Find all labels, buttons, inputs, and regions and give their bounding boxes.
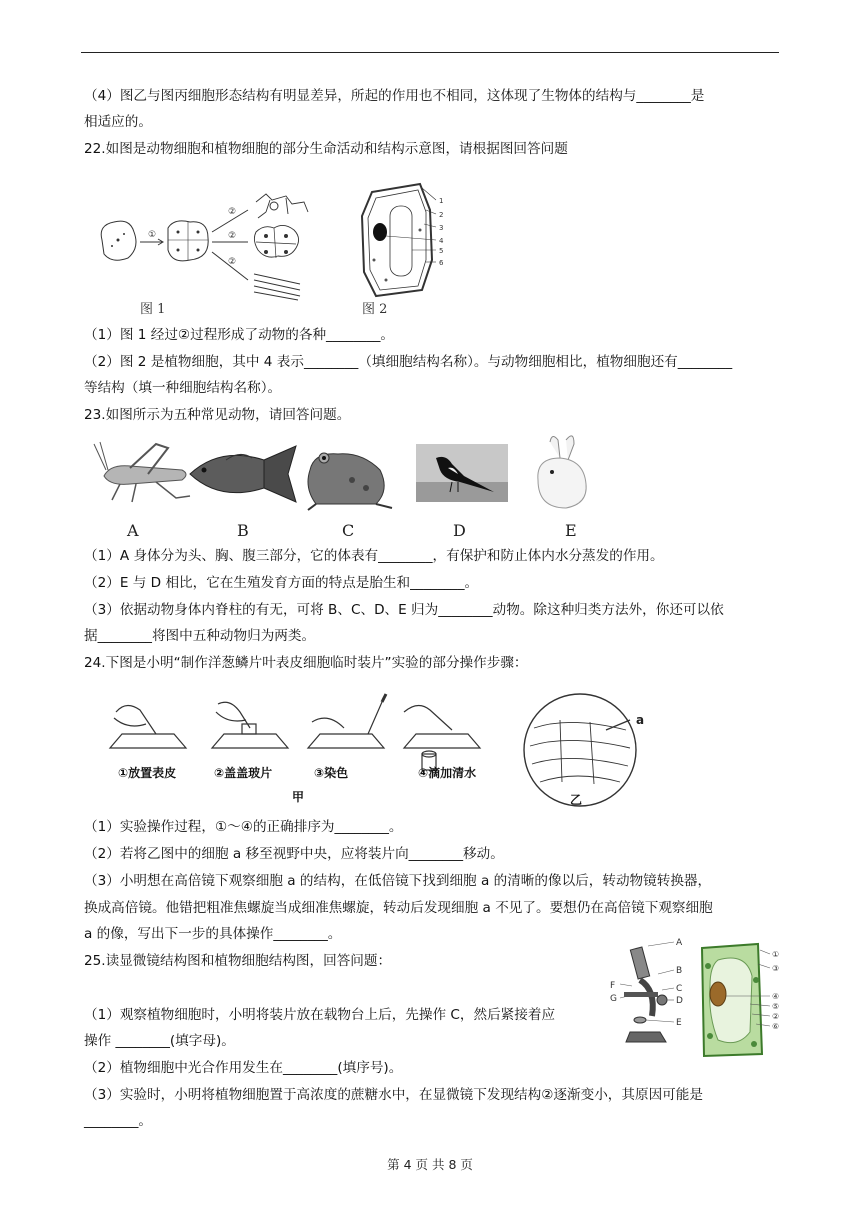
fig2-plant-cell	[362, 184, 444, 296]
grasshopper-image	[94, 442, 190, 502]
fig2-num-5: 5	[439, 247, 444, 255]
step-1-label: ①	[148, 230, 157, 240]
cell-label-3: ③	[772, 964, 780, 973]
microscope-label-c: C	[676, 984, 683, 994]
cell-label-1: ①	[772, 950, 780, 959]
animal-label-c: C	[342, 521, 355, 540]
header-rule	[81, 52, 779, 53]
microscope-label-g: G	[610, 994, 617, 1004]
fig1-caption: 图 1	[140, 302, 166, 317]
q21-4-line2: 相适应的。	[84, 114, 152, 130]
plant-cell-diagram	[702, 944, 779, 1056]
q25-1: （1）观察植物细胞时，小明将装片放在载物台上后，先操作 C，然后紧接着应	[84, 1007, 556, 1023]
q22-title: 22.如图是动物细胞和植物细胞的部分生命活动和结构示意图，请根据图回答问题	[84, 141, 568, 157]
q23-3b: 据________将图中五种动物归为两类。	[84, 628, 316, 644]
cell-a-label: a	[636, 713, 645, 727]
cell-label-5: ⑤	[772, 1002, 780, 1011]
fig2-caption: 图 2	[362, 302, 388, 317]
rabbit-image	[538, 436, 586, 508]
q24-3b: 换成高倍镜。他错把粗准焦螺旋当成细准焦螺旋，转动后发现细胞 a 不见了。要想仍在高倍镜下观察细胞	[84, 900, 713, 916]
fig2-num-4: 4	[439, 237, 444, 245]
page-footer: 第 4 页 共 8 页	[387, 1157, 473, 1172]
q24-title: 24.下图是小明“制作洋葱鳞片叶表皮细胞临时装片”实验的部分操作步骤：	[84, 655, 528, 671]
q25-title: 25.读显微镜结构图和植物细胞结构图，回答问题：	[84, 953, 392, 969]
q25-1b: 操作 ________(填字母)。	[84, 1033, 235, 1049]
animal-label-b: B	[237, 521, 249, 540]
step-1-caption: ①放置表皮	[118, 766, 177, 780]
cell-label-6: ⑥	[772, 1022, 780, 1031]
microscope-label-e: E	[676, 1018, 682, 1028]
cell-label-2: ②	[772, 1012, 780, 1021]
q23-2: （2）E 与 D 相比，它在生殖发育方面的特点是胎生和________。	[84, 575, 479, 591]
animal-label-e: E	[565, 521, 577, 540]
cell-label-4: ④	[772, 992, 780, 1001]
fish-image	[190, 446, 296, 502]
fig2-num-6: 6	[439, 259, 444, 267]
q22-1: （1）图 1 经过②过程形成了动物的各种________。	[84, 327, 394, 343]
step-2-caption: ②盖盖玻片	[214, 766, 273, 780]
q24-1: （1）实验操作过程，①～④的正确排序为________。	[84, 819, 403, 835]
hand-1	[116, 705, 156, 734]
q23-1: （1）A 身体分为头、胸、腹三部分，它的体表有________，有保护和防止体内水分蒸发的作用。	[84, 548, 664, 564]
frog-image	[308, 453, 392, 510]
q23-title: 23.如图所示为五种常见动物，请回答问题。	[84, 407, 351, 423]
microscope-label-a: A	[676, 938, 683, 948]
magpie-image	[416, 444, 508, 502]
q25-2: （2）植物细胞中光合作用发生在________(填序号)。	[84, 1060, 403, 1076]
fig2-num-1: 1	[439, 197, 444, 205]
step-2a-label: ②	[228, 207, 237, 217]
q25-3b: ________。	[84, 1113, 152, 1129]
figure-23-animals	[90, 430, 610, 515]
step-4-caption: ④滴加清水	[418, 766, 477, 780]
step-2b-label: ②	[228, 231, 237, 241]
q24-3: （3）小明想在高倍镜下观察细胞 a 的结构，在低倍镜下找到细胞 a 的清晰的像以后，转动物镜转换器，	[84, 873, 712, 889]
animal-label-a: A	[127, 521, 139, 540]
step-2c-label: ②	[228, 257, 237, 267]
figure-22	[90, 180, 490, 315]
step-3-caption: ③染色	[314, 766, 349, 780]
q22-2b: 等结构（填一种细胞结构名称）。	[84, 380, 282, 396]
animal-label-d: D	[453, 521, 466, 540]
group-yi-caption: 乙	[570, 793, 583, 807]
fig2-num-2: 2	[439, 211, 444, 219]
q25-3: （3）实验时，小明将植物细胞置于高浓度的蔗糖水中，在显微镜下发现结构②逐渐变小，其原因可能是	[84, 1087, 703, 1103]
q23-3: （3）依据动物身体内脊柱的有无，可将 B、C、D、E 归为________动物。除这种归类方法外，你还可以依	[84, 602, 724, 618]
q21-4-line1: （4）图乙与图丙细胞形态结构有明显差异，所起的作用也不相同，这体现了生物体的结构与________是	[84, 88, 705, 104]
group-jia-caption: 甲	[292, 790, 305, 804]
microscope-label-f: F	[610, 981, 616, 991]
microscope-diagram	[610, 938, 683, 1042]
q24-3c: a 的像，写出下一步的具体操作________。	[84, 926, 342, 942]
figure-25	[606, 936, 788, 1062]
microscope-label-d: D	[676, 996, 683, 1006]
q24-2: （2）若将乙图中的细胞 a 移至视野中央，应将装片向________移动。	[84, 846, 504, 862]
fig1-diagram	[101, 194, 308, 300]
fig2-num-3: 3	[439, 224, 444, 232]
q22-2: （2）图 2 是植物细胞，其中 4 表示________（填细胞结构名称）。与动物细胞相比，植物细胞还有________	[84, 354, 733, 370]
microscope-label-b: B	[676, 966, 683, 976]
